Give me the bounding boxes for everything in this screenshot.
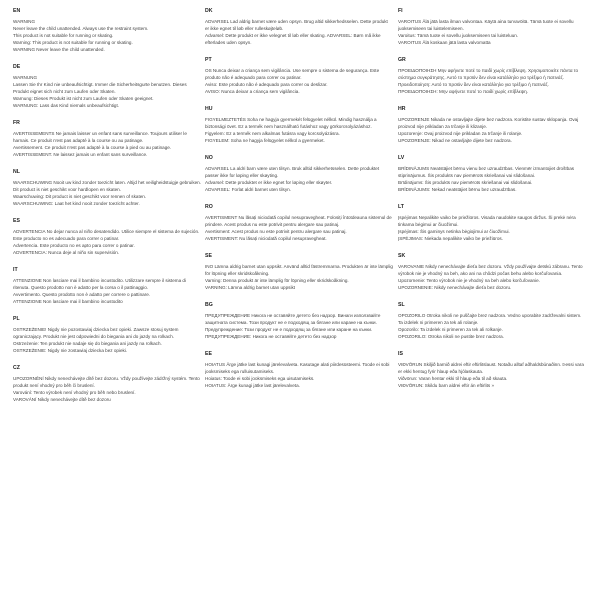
- language-code: DE: [13, 64, 21, 70]
- column-right: [398, 8, 586, 594]
- warning-line: Warning: This product is not suitable for running or skating.: [13, 40, 133, 45]
- language-code: SE: [205, 253, 212, 259]
- language-code: RO: [205, 204, 213, 210]
- warning-line: OPOZORILO: Otroka nikoli ne pustite brez nadzora.: [398, 334, 504, 339]
- warning-line: VAROVÁNÍ Nikdy nenechávejte dítě bez dozoru: [13, 397, 111, 402]
- warning-line: Advarsel: Dette produktet er ikke egnet for løping eller skøyter.: [205, 180, 333, 185]
- warning-line: Opozorilo: Ta izdelek ni primeren za tek ali rolkanje.: [398, 327, 503, 332]
- language-block-cz: [13, 365, 201, 403]
- language-block-nl: [13, 169, 201, 207]
- language-block-sk: [398, 253, 586, 291]
- warning-line: UPOZORNENIE: Nikdy nenechávajte dieťa bez dozoru.: [398, 285, 512, 290]
- warning-line: Avvertimento. Questo prodotto non è adatto per correre o pattinare.: [13, 292, 151, 297]
- warning-line: WARNUNG: [13, 75, 38, 80]
- warning-line: ПРЕДУПРЕЖДЕНИЕ: Никога не оставяйте детето без надзор: [205, 334, 337, 339]
- language-block-bg: [205, 302, 393, 340]
- warning-line: Προειδοποίηση: Αυτό το προϊόν δεν είναι κατάλληλο για τρέξιμο ή πατινάζ.: [398, 82, 549, 87]
- language-code: FI: [398, 8, 403, 14]
- language-block-pl: [13, 316, 201, 354]
- language-block-dk: [205, 8, 393, 46]
- warning-line: ADVARSEL Lad aldrig barnet være uden opsyn. Brug altid sikkerhedsselen. Dette produkt er ikke egnet til løb eller rulleskøjteløb.: [205, 19, 388, 31]
- language-code: HU: [205, 106, 213, 112]
- warning-line: FIGYELMEZTETÉS Soha ne hagyja gyermekét felügyelet nélkül. Mindig használja a biztonsági övet. Ez a termék nem használható futáshoz vagy görkorcsolyázáshoz.: [205, 117, 377, 129]
- warning-line: ADVERTENCIA: Nunca deje al niño sin supervisión.: [13, 250, 120, 255]
- warning-line: ΠΡΟΕΙΔΟΠΟΙΗΣΗ: Μην αφήνετε ποτέ το παιδί χωρίς επίβλεψη.: [398, 89, 528, 94]
- warning-line: WAARSCHUWING Nooit uw kind zonder toezicht laten. Altijd het veiligheidstuigje gebruiken. Dit product is niet geschikt voor hardlopen en skaten.: [13, 180, 201, 192]
- warning-line: Avertisment: Acest produs nu este potrivit pentru alergare sau patinaj.: [205, 229, 347, 234]
- warning-line: Varování: Tento výrobek není vhodný pro běh nebo bruslení.: [13, 390, 136, 395]
- warning-line: OSTRZEŻENIE: Nigdy nie zostawiaj dziecka bez opieki.: [13, 348, 128, 353]
- warning-line: VIÐVÖRUN Skiljið barnið aldrei eftir eftirlitslaust. Notaðu alltaf aðhaldsbúnaðinn. Þessi vara er ekki hentug fyrir hlaup eða hjólaskauta.: [398, 362, 584, 374]
- warning-line: ĮSPĖJIMAS: Niekada nepalikite vaiko be priežiūros.: [398, 236, 503, 241]
- warning-line: HOIATUS Ärge jätke last kunagi järelevalveta. Kasutage alati piirdesüsteemi. Toode ei sobi jooksmiseks ega rulluisutamiseks.: [205, 362, 390, 374]
- warning-line: Advertencia. Este producto no es apto para correr o patinar.: [13, 243, 135, 248]
- warning-line: Įspėjimas Nepalikite vaiko be priežiūros. Visada naudokite saugos diržus. Ši prekė nėra tinkama bėgimui ar čiuožimui.: [398, 215, 576, 227]
- language-code: ES: [13, 218, 20, 224]
- warning-line: AVERTISMENT Nu lăsați niciodată copilul nesupravegheat. Folosiți întotdeauna sistemul de prindere. Acest produs nu este potrivit pentru alergare sau patinaj.: [205, 215, 392, 227]
- language-block-ee: [205, 351, 393, 389]
- language-block-fr: [13, 120, 201, 158]
- language-block-en: [13, 8, 201, 53]
- warning-line: Ostrzeżenie: Ten produkt nie nadaje się do biegania ani jazdy na rolkach.: [13, 341, 162, 346]
- language-code: SK: [398, 253, 406, 259]
- warning-line: VAROVANIE Nikdy nenechávajte dieťa bez dozoru. Vždy používajte detskú zábranu. Tento výrobok nie je vhodný na beh, ako ani na chôdzi počas behu alebo korčuľovania.: [398, 264, 583, 276]
- column-left: [13, 8, 201, 594]
- warning-line: ATTENZIONE Non lasciare mai il bambino incustodito. Utilizzare sempre il sistema di ritenuta. Questo prodotto non è adatto per la corsa o il pattinaggio.: [13, 278, 187, 290]
- warning-line: INO Lämna aldrig barnet utan uppsikt. Använd alltid fästremmarna. Produkten är inte lämplig för löpning eller skridskoåkning.: [205, 264, 393, 276]
- language-block-fi: [398, 8, 586, 46]
- warning-line: BRĪDINĀJUMS: Nekad neatstājiet bērnu bez uzraudzības.: [398, 187, 517, 192]
- language-code: NO: [205, 155, 213, 161]
- warning-line: HOIATUS: Ärge kunagi jätke last järelevalveta.: [205, 383, 300, 388]
- warning-line: ADVARSEL La aldri barn være uten tilsyn. Bruk alltid sikkerhetsselen. Dette produktet passer ikke for løping eller skøyting.: [205, 166, 380, 178]
- warning-line: Предупреждение: Този продукт не е подходящ за бягане или каране на кънки.: [205, 327, 373, 332]
- language-block-hr: [398, 106, 586, 144]
- warning-line: ADVERTENCIA No dejar nunca al niño desatendido. Utilice siempre el sistema de sujeción. Este producto no es adecuado para correr o patinar.: [13, 229, 200, 241]
- warning-line: This product is not suitable for running or skating.: [13, 33, 114, 38]
- warning-line: FIGYELEM: Soha ne hagyja felügyelet nélkül a gyermeket.: [205, 138, 325, 143]
- language-code: PL: [13, 316, 20, 322]
- language-block-no: [205, 155, 393, 193]
- language-block-lv: [398, 155, 586, 193]
- language-code: LT: [398, 204, 404, 210]
- warning-line: Viðvörun: Varan hentar ekki til hlaup eða til að skauta.: [398, 376, 508, 381]
- warning-line: Brīdinājums: Šis produkts nav piemērots skriešanai vai slidošanai.: [398, 180, 533, 185]
- warning-line: Avertissement. Ce produit n'est pas adapté à la course à pied ou au patinage.: [13, 145, 172, 150]
- warning-line: Never leave the child unattended. Always use the restraint system.: [13, 26, 149, 31]
- warning-line: Aviso: Este produto não é adequado para correr ou deslizar.: [205, 82, 328, 87]
- warning-line: AVERTISSEMENT. Ne laissez jamais un enfant sans surveillance.: [13, 152, 148, 157]
- warning-line: OSTRZEŻENIE! Nigdy nie pozostawiaj dziecka bez opieki. Zawsze stosuj system ograniczający. Produkt nie jest odpowiedni do biegania ani do jazdy na rolkach.: [13, 327, 179, 339]
- warning-line: UPOZORNĚNÍ Nikdy nenechávejte dítě bez dozoru. Vždy používejte zádržný systém. Tento produkt není vhodný pro běh či bruslení.: [13, 376, 200, 388]
- language-block-is: [398, 351, 586, 389]
- warning-line: Hoiatus: Toode ei sobi jooksmiseks ega uisutamiseks.: [205, 376, 315, 381]
- warning-line: AVERTISMENT: Nu lăsați niciodată copilul nesupravegheat.: [205, 236, 327, 241]
- language-code: PT: [205, 57, 212, 63]
- language-block-hu: [205, 106, 393, 144]
- language-block-gr: [398, 57, 586, 95]
- warning-line: Įspėjimas: Šis gaminys netinka bėgiojimui ar čiuožimui.: [398, 229, 510, 234]
- warning-line: AVERTISSEMENTS Ne jamais laisser un enfant sans surveillance. Toujours utiliser le harnais. Ce produit n'est pas adapté à la course ou au patinage.: [13, 131, 187, 143]
- language-code: LV: [398, 155, 405, 161]
- warning-line: WARNING Never leave the child unattended.: [13, 47, 105, 52]
- warning-line: UPOZORENJE Nikada ne ostavljajte dijete bez nadzora. Koristite sustav sklopanja. Ovaj proizvod nije prikladan za trčanje ili klizanje.: [398, 117, 579, 129]
- language-code: BG: [205, 302, 213, 308]
- warning-line: Upozornenie: Tento výrobok nie je vhodný na beh alebo korčuľovanie.: [398, 278, 540, 283]
- language-block-pt: [205, 57, 393, 95]
- column-middle: [205, 8, 393, 594]
- language-block-sl: [398, 302, 586, 340]
- language-block-it: [13, 267, 201, 305]
- warning-line: Varoitus: Tämä tuote ei sovellu juoksemiseen tai luisteluun.: [398, 33, 519, 38]
- language-code: EN: [13, 8, 21, 14]
- warning-line: Waarschuwing: Dit product is niet geschikt voor rennen of skaten.: [13, 194, 147, 199]
- warning-line: OS Nunca deixar a criança sem vigilância. Use sempre o sistema de segurança. Este produto não é adequado para correr ou patinar.: [205, 68, 380, 80]
- language-code: CZ: [13, 365, 20, 371]
- warning-line: Lassen Sie Ihr Kind nie unbeaufsichtigt. Immer die Sicherheitsgurte benutzen. Dieses Produkt eignet sich nicht zum Laufen oder Skaten.: [13, 82, 187, 94]
- warning-line: Varning: Denna produkt är inte lämplig för löpning eller skridskoåkning.: [205, 278, 349, 283]
- warning-line: ADVARSEL: Forlat aldri barnet uten tilsyn.: [205, 187, 291, 192]
- warning-line: VAROITUS Älä koskaan jätä lasta valvomatta: [398, 40, 491, 45]
- language-code: SL: [398, 302, 405, 308]
- language-code: IT: [13, 267, 18, 273]
- warning-line: WARNUNG: Lass das Kind niemals unbeaufsichtigt.: [13, 103, 120, 108]
- language-block-es: [13, 218, 201, 256]
- language-code: DK: [205, 8, 213, 14]
- warning-line: WAARSCHUWING: Laat het kind nooit zonder toezicht achter.: [13, 201, 140, 206]
- warning-line: ПРЕДУПРЕЖДЕНИЕ Никога не оставяйте детето без надзор. Винаги използвайте защитната система. Този продукт не е подходящ за бягане или каране на кънки.: [205, 313, 381, 325]
- warning-line: VIÐVÖRUN: Skildu barn aldrei eftir án eftirlits »: [398, 383, 494, 388]
- language-code: GR: [398, 57, 406, 63]
- language-block-se: [205, 253, 393, 291]
- language-code: EE: [205, 351, 212, 357]
- warning-line: ΠΡΟΕΙΔΟΠΟΙΗΣΗ Μην αφήνετε ποτέ το παιδί χωρίς επίβλεψη. Χρησιμοποιείτε πάντα το σύστημα συγκράτησης. Αυτό το προϊόν δεν είναι κατάλληλο για τρέξιμο ή πατινάζ.: [398, 68, 579, 80]
- warning-line: WARNING: [13, 19, 36, 24]
- warning-line: ATTENZIONE Non lasciare mai il bambino incustodito: [13, 299, 123, 304]
- warning-line: Upozorenje: Ovaj proizvod nije prikladan za trčanje ili rolanje.: [398, 131, 523, 136]
- language-code: NL: [13, 169, 20, 175]
- language-block-ro: [205, 204, 393, 242]
- warning-line: VAROITUS Älä jätä lasta ilman valvontaa. Käytä aina turvavöitä. Tämä tuote ei sovellu juoksemiseen tai luistelemiseen.: [398, 19, 574, 31]
- language-code: HR: [398, 106, 406, 112]
- language-block-lt: [398, 204, 586, 242]
- warning-line: AVISO: Nunca deixar a criança sem vigilância.: [205, 89, 300, 94]
- warning-line: Warnung: Dieses Produkt ist nicht zum Laufen oder Skaten geeignet.: [13, 96, 154, 101]
- language-code: FR: [13, 120, 20, 126]
- warning-line: Figyelem: Ez a termék nem alkalmas futásra vagy korcsolyázásra.: [205, 131, 340, 136]
- language-code: IS: [398, 351, 403, 357]
- language-block-de: [13, 64, 201, 109]
- warning-line: Advarsel: Dette produkt er ikke velegnet til løb eller skating. ADVARSEL: Børn må ikke efterlades uden opsyn.: [205, 33, 381, 45]
- warning-line: OPOZORILO Otroka nikoli ne puščajte brez nadzora. Vedno uporabite zadrževalni sistem. Ta izdelek ni primeren za tek ali rolanje.: [398, 313, 582, 325]
- warning-line: VARNING: Lämna aldrig barnet utan uppsikt: [205, 285, 296, 290]
- warning-line: BRĪDINĀJUMS Neatstājiet bērnu vienu bez uzraudzības. Vienmēr izmantojiet drošības stiprinājumus. Šis produkts nav piemērots skriešanai vai slidošanai.: [398, 166, 575, 178]
- warning-line: UPOZORENJE: Nikad ne ostavljajte dijete bez nadzora.: [398, 138, 512, 143]
